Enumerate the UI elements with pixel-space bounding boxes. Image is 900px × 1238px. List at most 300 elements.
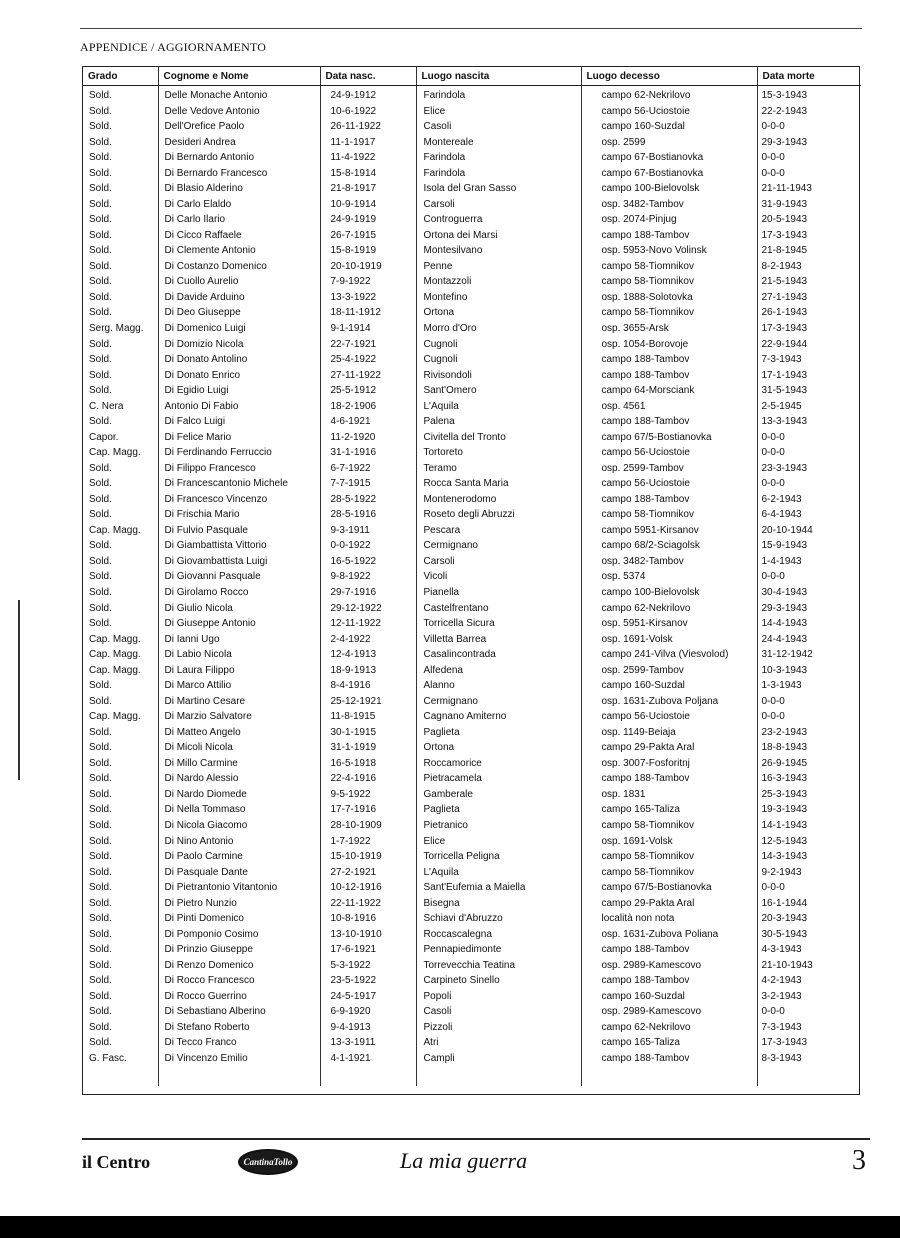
cell-data-morte: 20-10-1944 <box>761 524 813 536</box>
cell-luogo-decesso: campo 67-Bostianovka <box>581 150 757 166</box>
cell-luogo-decesso: campo 62-Nekrilovo <box>581 1020 757 1036</box>
table-row <box>83 414 861 430</box>
cell-luogo-decesso: osp. 5951-Kirsanov <box>581 616 757 632</box>
table-row <box>83 554 861 570</box>
cell-luogo-decesso: campo 241-Vilva (Viesvolod) <box>581 647 757 663</box>
cell-grado: Sold. <box>83 849 158 865</box>
cell-data-nasc: 7-9-1922 <box>320 274 416 290</box>
cell-grado: C. Nera <box>83 399 158 415</box>
cell-luogo-decesso: osp. 2599-Tambov <box>581 461 757 477</box>
cell-grado: Sold. <box>83 476 158 492</box>
cell-luogo-decesso: osp. 1054-Borovoje <box>581 337 757 353</box>
cell-luogo-nascita: Atri <box>416 1035 581 1051</box>
cell-luogo-nascita: Farindola <box>416 166 581 182</box>
cell-data-morte: 14-1-1943 <box>761 819 808 831</box>
cell-data-nasc: 27-2-1921 <box>320 865 416 881</box>
cell-luogo-nascita: Ortona <box>416 305 581 321</box>
table-row <box>83 601 861 617</box>
cell-grado: Sold. <box>83 880 158 896</box>
cell-luogo-nascita: Montazzoli <box>416 274 581 290</box>
table-row <box>83 834 861 850</box>
cell-data-nasc: 23-5-1922 <box>320 973 416 989</box>
cell-luogo-nascita: Pietracamela <box>416 771 581 787</box>
cell-nome: Desideri Andrea <box>158 135 320 151</box>
table-row <box>83 585 861 601</box>
cell-nome: Di Marco Attilio <box>158 678 320 694</box>
cell-grado: Cap. Magg. <box>83 632 158 648</box>
cell-data-nasc: 15-8-1919 <box>320 243 416 259</box>
cell-data-nasc: 5-3-1922 <box>320 958 416 974</box>
cell-grado: Cap. Magg. <box>83 523 158 539</box>
table-row <box>83 274 861 290</box>
cell-grado: Sold. <box>83 865 158 881</box>
cell-luogo-decesso: campo 188-Tambov <box>581 1051 757 1067</box>
table-row <box>83 1035 861 1051</box>
cell-luogo-decesso: osp. 2989-Kamescovo <box>581 958 757 974</box>
cell-nome: Di Millo Carmine <box>158 756 320 772</box>
cell-luogo-nascita: Vicoli <box>416 569 581 585</box>
cell-luogo-nascita: Elice <box>416 834 581 850</box>
cell-nome: Di Blasio Alderino <box>158 181 320 197</box>
cell-data-morte: 18-8-1943 <box>761 742 808 754</box>
cell-luogo-nascita: Teramo <box>416 461 581 477</box>
table-row <box>83 1004 861 1020</box>
cell-luogo-nascita: Roseto degli Abruzzi <box>416 507 581 523</box>
cell-data-morte: 0-0-0 <box>761 695 785 707</box>
cell-nome: Di Nino Antonio <box>158 834 320 850</box>
cell-luogo-nascita: Rivisondoli <box>416 368 581 384</box>
cell-data-morte: 0-0-0 <box>761 882 785 894</box>
cell-data-morte: 0-0-0 <box>761 478 785 490</box>
cell-nome: Di Giambattista Vittorio <box>158 538 320 554</box>
table-row <box>83 616 861 632</box>
cell-grado: Sold. <box>83 305 158 321</box>
cell-nome: Di Giovambattista Luigi <box>158 554 320 570</box>
cell-data-morte: 23-3-1943 <box>761 462 808 474</box>
empty-cell <box>320 1066 416 1086</box>
table-row <box>83 492 861 508</box>
cell-grado: Serg. Magg. <box>83 321 158 337</box>
table-row <box>83 383 861 399</box>
cell-nome: Di Sebastiano Alberino <box>158 1004 320 1020</box>
table-row <box>83 430 861 446</box>
cell-data-morte: 23-2-1943 <box>761 726 808 738</box>
header-luogo-nascita: Luogo nascita <box>416 67 581 86</box>
table-row <box>83 771 861 787</box>
cell-luogo-decesso: campo 188-Tambov <box>581 492 757 508</box>
cell-luogo-nascita: Morro d'Oro <box>416 321 581 337</box>
cell-grado: Sold. <box>83 834 158 850</box>
sponsor-logo <box>238 1149 298 1175</box>
cell-nome: Di Matteo Angelo <box>158 725 320 741</box>
cell-luogo-nascita: Cermignano <box>416 538 581 554</box>
cell-grado: Capor. <box>83 430 158 446</box>
cell-data-morte: 0-0-0 <box>761 152 785 164</box>
cell-data-nasc: 31-1-1916 <box>320 445 416 461</box>
cell-luogo-decesso: campo 67/5-Bostianovka <box>581 430 757 446</box>
cell-grado: Sold. <box>83 181 158 197</box>
cell-data-morte: 7-3-1943 <box>761 1021 802 1033</box>
cell-grado: Sold. <box>83 212 158 228</box>
table-body <box>83 86 861 1087</box>
cell-data-morte: 17-3-1943 <box>761 322 808 334</box>
cell-data-morte: 31-12-1942 <box>761 649 813 661</box>
cell-grado: Sold. <box>83 507 158 523</box>
cell-luogo-decesso: campo 56-Uciostoie <box>581 476 757 492</box>
table-row <box>83 368 861 384</box>
cell-luogo-nascita: Bisegna <box>416 896 581 912</box>
cell-grado: Cap. Magg. <box>83 709 158 725</box>
table-row <box>83 756 861 772</box>
publication-title: La mia guerra <box>400 1148 528 1173</box>
cell-luogo-nascita: Cugnoli <box>416 337 581 353</box>
cell-luogo-decesso: campo 100-Bielovolsk <box>581 585 757 601</box>
cell-luogo-decesso: campo 58-Tiomnikov <box>581 259 757 275</box>
cell-nome: Di Prinzio Giuseppe <box>158 942 320 958</box>
cell-data-morte: 27-1-1943 <box>761 291 808 303</box>
cell-data-morte: 30-4-1943 <box>761 587 808 598</box>
cell-nome: Antonio Di Fabio <box>158 399 320 415</box>
cell-nome: Di Pietrantonio Vitantonio <box>158 880 320 896</box>
cell-nome: Di Pinti Domenico <box>158 911 320 927</box>
cell-luogo-nascita: Villetta Barrea <box>416 632 581 648</box>
table-row <box>83 1020 861 1036</box>
table-row <box>83 678 861 694</box>
cell-nome: Di Francescantonio Michele <box>158 476 320 492</box>
cell-luogo-nascita: Pianella <box>416 585 581 601</box>
header-grado: Grado <box>83 67 158 86</box>
table-row <box>83 725 861 741</box>
cell-data-morte: 1-3-1943 <box>761 680 802 692</box>
cell-data-morte: 0-0-0 <box>761 167 785 179</box>
cell-luogo-decesso: campo 68/2-Sciagolsk <box>581 538 757 554</box>
cell-nome: Di Carlo Elaldo <box>158 197 320 213</box>
cell-nome: Di Giulio Nicola <box>158 601 320 617</box>
table-row <box>83 212 861 228</box>
cell-nome: Di Ferdinando Ferruccio <box>158 445 320 461</box>
cell-nome: Di Micoli Nicola <box>158 740 320 756</box>
table-row <box>83 818 861 834</box>
cell-grado: Sold. <box>83 756 158 772</box>
table-row <box>83 647 861 663</box>
cell-nome: Di Pasquale Dante <box>158 865 320 881</box>
cell-luogo-decesso: campo 58-Tiomnikov <box>581 507 757 523</box>
table-row <box>83 86 861 104</box>
cell-nome: Di Bernardo Francesco <box>158 166 320 182</box>
cell-data-morte: 30-5-1943 <box>761 928 808 940</box>
cell-luogo-decesso: località non nota <box>581 911 757 927</box>
table-row <box>83 740 861 756</box>
cell-data-nasc: 17-7-1916 <box>320 802 416 818</box>
margin-mark <box>18 600 20 780</box>
table-row <box>83 958 861 974</box>
cell-luogo-nascita: Farindola <box>416 86 581 104</box>
cell-data-nasc: 18-9-1913 <box>320 663 416 679</box>
table-row <box>83 321 861 337</box>
cell-data-nasc: 13-3-1922 <box>320 290 416 306</box>
cell-data-nasc: 15-8-1914 <box>320 166 416 182</box>
table-row <box>83 1051 861 1067</box>
cell-luogo-decesso: campo 58-Tiomnikov <box>581 818 757 834</box>
cell-data-nasc: 10-9-1914 <box>320 197 416 213</box>
cell-data-nasc: 11-2-1920 <box>320 430 416 446</box>
cell-data-nasc: 22-11-1922 <box>320 896 416 912</box>
cell-data-morte: 31-5-1943 <box>761 385 808 397</box>
cell-grado: Sold. <box>83 492 158 508</box>
cell-luogo-decesso: campo 188-Tambov <box>581 228 757 244</box>
cell-nome: Di Costanzo Domenico <box>158 259 320 275</box>
cell-luogo-decesso: campo 5951-Kirsanov <box>581 523 757 539</box>
header-rule <box>80 28 862 29</box>
cell-grado: Sold. <box>83 585 158 601</box>
cell-luogo-nascita: Ortona <box>416 740 581 756</box>
cell-nome: Di Pietro Nunzio <box>158 896 320 912</box>
cell-data-nasc: 4-6-1921 <box>320 414 416 430</box>
cell-data-morte: 24-4-1943 <box>761 633 808 645</box>
cell-luogo-decesso: campo 67-Bostianovka <box>581 166 757 182</box>
cell-luogo-decesso: osp. 1691-Volsk <box>581 834 757 850</box>
cell-nome: Di Domizio Nicola <box>158 337 320 353</box>
cell-luogo-nascita: Roccascalegna <box>416 927 581 943</box>
cell-grado: Sold. <box>83 927 158 943</box>
cell-data-morte: 21-5-1943 <box>761 276 808 288</box>
cell-data-morte: 0-0-0 <box>761 711 785 723</box>
table-row <box>83 461 861 477</box>
cell-nome: Di Felice Mario <box>158 430 320 446</box>
header-luogo-decesso: Luogo decesso <box>581 67 757 86</box>
table-row <box>83 507 861 523</box>
cell-data-nasc: 15-10-1919 <box>320 849 416 865</box>
cell-data-nasc: 30-1-1915 <box>320 725 416 741</box>
table-row <box>83 352 861 368</box>
table-row <box>83 663 861 679</box>
cell-grado: Sold. <box>83 337 158 353</box>
cell-grado: Sold. <box>83 197 158 213</box>
table-row <box>83 709 861 725</box>
cell-grado: Sold. <box>83 787 158 803</box>
cell-grado: Sold. <box>83 725 158 741</box>
cell-data-nasc: 31-1-1919 <box>320 740 416 756</box>
cell-data-morte: 25-3-1943 <box>761 788 808 800</box>
cell-data-nasc: 25-5-1912 <box>320 383 416 399</box>
cell-nome: Di Nardo Alessio <box>158 771 320 787</box>
cell-luogo-decesso: campo 165-Taliza <box>581 802 757 818</box>
cell-luogo-nascita: Casalincontrada <box>416 647 581 663</box>
cell-grado: Sold. <box>83 1035 158 1051</box>
cell-luogo-decesso: osp. 5953-Novo Volinsk <box>581 243 757 259</box>
cell-grado: Cap. Magg. <box>83 647 158 663</box>
table-row <box>83 880 861 896</box>
cell-data-morte: 0-0-0 <box>761 1006 785 1018</box>
cell-nome: Di Labio Nicola <box>158 647 320 663</box>
cell-data-morte: 17-3-1943 <box>761 1037 808 1049</box>
cell-data-morte: 21-8-1945 <box>761 245 808 257</box>
sponsor-logo-text: CantinaTollo <box>243 1157 293 1167</box>
cell-data-morte: 13-3-1943 <box>761 416 808 428</box>
cell-data-nasc: 6-7-1922 <box>320 461 416 477</box>
cell-nome: Di Falco Luigi <box>158 414 320 430</box>
cell-data-nasc: 22-4-1916 <box>320 771 416 787</box>
cell-grado: Sold. <box>83 104 158 120</box>
cell-data-nasc: 28-5-1916 <box>320 507 416 523</box>
cell-luogo-nascita: Cermignano <box>416 694 581 710</box>
table-row <box>83 290 861 306</box>
cell-luogo-nascita: Gamberale <box>416 787 581 803</box>
cell-luogo-decesso: campo 56-Uciostoie <box>581 445 757 461</box>
cell-luogo-nascita: Pennapiedimonte <box>416 942 581 958</box>
cell-luogo-decesso: campo 64-Morsciank <box>581 383 757 399</box>
cell-data-morte: 31-9-1943 <box>761 198 808 210</box>
cell-data-nasc: 25-12-1921 <box>320 694 416 710</box>
cell-luogo-nascita: Pietranico <box>416 818 581 834</box>
cell-luogo-decesso: osp. 2599 <box>581 135 757 151</box>
cell-nome: Di Giovanni Pasquale <box>158 569 320 585</box>
cell-luogo-nascita: Tortoreto <box>416 445 581 461</box>
cell-data-morte: 15-3-1943 <box>761 90 808 101</box>
cell-data-nasc: 8-4-1916 <box>320 678 416 694</box>
cell-grado: Sold. <box>83 911 158 927</box>
cell-nome: Di Martino Cesare <box>158 694 320 710</box>
cell-grado: G. Fasc. <box>83 1051 158 1067</box>
cell-luogo-nascita: Torricella Sicura <box>416 616 581 632</box>
cell-grado: Sold. <box>83 678 158 694</box>
cell-grado: Sold. <box>83 166 158 182</box>
cell-data-nasc: 4-1-1921 <box>320 1051 416 1067</box>
cell-nome: Di Frischia Mario <box>158 507 320 523</box>
cell-grado: Sold. <box>83 942 158 958</box>
cell-grado: Sold. <box>83 414 158 430</box>
cell-nome: Di Donato Antolino <box>158 352 320 368</box>
cell-data-morte: 29-3-1943 <box>761 602 808 614</box>
cell-luogo-decesso: campo 29-Pakta Aral <box>581 896 757 912</box>
cell-grado: Sold. <box>83 973 158 989</box>
cell-luogo-decesso: campo 188-Tambov <box>581 352 757 368</box>
cell-nome: Delle Vedove Antonio <box>158 104 320 120</box>
cell-grado: Sold. <box>83 896 158 912</box>
cell-nome: Di Giuseppe Antonio <box>158 616 320 632</box>
cell-data-nasc: 25-4-1922 <box>320 352 416 368</box>
cell-luogo-decesso: campo 56-Uciostoie <box>581 104 757 120</box>
cell-data-morte: 21-11-1943 <box>761 183 812 195</box>
cell-luogo-decesso: osp. 2599-Tambov <box>581 663 757 679</box>
cell-grado: Sold. <box>83 1020 158 1036</box>
cell-nome: Di Cicco Raffaele <box>158 228 320 244</box>
cell-luogo-nascita: Penne <box>416 259 581 275</box>
cell-grado: Sold. <box>83 290 158 306</box>
cell-luogo-decesso: osp. 3482-Tambov <box>581 554 757 570</box>
table-row <box>83 197 861 213</box>
cell-data-nasc: 26-7-1915 <box>320 228 416 244</box>
cell-nome: Di Vincenzo Emilio <box>158 1051 320 1067</box>
cell-data-morte: 0-0-0 <box>761 447 785 459</box>
cell-luogo-decesso: campo 188-Tambov <box>581 973 757 989</box>
cell-data-nasc: 18-2-1906 <box>320 399 416 415</box>
cell-data-nasc: 9-5-1922 <box>320 787 416 803</box>
table-header-row <box>83 67 861 86</box>
cell-data-morte: 4-2-1943 <box>761 975 802 987</box>
cell-data-morte: 12-5-1943 <box>761 835 808 847</box>
cell-luogo-decesso: osp. 3655-Arsk <box>581 321 757 337</box>
table-row <box>83 166 861 182</box>
cell-grado: Sold. <box>83 461 158 477</box>
cell-luogo-nascita: Montenerodomo <box>416 492 581 508</box>
cell-nome: Di Cuollo Aurelio <box>158 274 320 290</box>
cell-data-nasc: 10-6-1922 <box>320 104 416 120</box>
cell-data-nasc: 12-11-1922 <box>320 616 416 632</box>
cell-grado: Sold. <box>83 86 158 104</box>
cell-data-morte: 3-2-1943 <box>761 990 802 1002</box>
table-row <box>83 259 861 275</box>
cell-luogo-decesso: osp. 1888-Solotovka <box>581 290 757 306</box>
bottom-scan-band <box>0 1216 900 1238</box>
cell-data-nasc: 16-5-1922 <box>320 554 416 570</box>
header-data-nasc: Data nasc. <box>320 67 416 86</box>
cell-luogo-decesso: osp. 1631-Zubova Poliana <box>581 927 757 943</box>
table-row <box>83 119 861 135</box>
cell-luogo-nascita: Campli <box>416 1051 581 1067</box>
cell-luogo-nascita: Controguerra <box>416 212 581 228</box>
cell-luogo-nascita: L'Aquila <box>416 865 581 881</box>
cell-nome: Di Rocco Francesco <box>158 973 320 989</box>
table-row <box>83 150 861 166</box>
cell-grado: Cap. Magg. <box>83 445 158 461</box>
cell-nome: Di Clemente Antonio <box>158 243 320 259</box>
cell-nome: Di Girolamo Rocco <box>158 585 320 601</box>
cell-luogo-nascita: Popoli <box>416 989 581 1005</box>
cell-nome: Di Nicola Giacomo <box>158 818 320 834</box>
cell-luogo-decesso: campo 58-Tiomnikov <box>581 305 757 321</box>
page-number: 3 <box>852 1145 866 1176</box>
cell-data-nasc: 22-7-1921 <box>320 337 416 353</box>
cell-data-morte: 19-3-1943 <box>761 804 808 816</box>
table-row <box>83 849 861 865</box>
cell-luogo-nascita: Casoli <box>416 119 581 135</box>
cell-nome: Di Renzo Domenico <box>158 958 320 974</box>
cell-grado: Sold. <box>83 243 158 259</box>
cell-luogo-nascita: Civitella del Tronto <box>416 430 581 446</box>
cell-nome: Di Paolo Carmine <box>158 849 320 865</box>
cell-grado: Sold. <box>83 259 158 275</box>
cell-data-morte: 7-3-1943 <box>761 354 802 366</box>
cell-data-nasc: 24-9-1912 <box>320 86 416 104</box>
cell-data-morte: 21-10-1943 <box>761 959 813 971</box>
cell-luogo-nascita: Elice <box>416 104 581 120</box>
cell-data-morte: 16-3-1943 <box>761 773 808 785</box>
cell-luogo-decesso: campo 188-Tambov <box>581 414 757 430</box>
table-empty-row <box>83 1066 861 1086</box>
cell-luogo-decesso: campo 165-Taliza <box>581 1035 757 1051</box>
cell-data-nasc: 11-8-1915 <box>320 709 416 725</box>
cell-nome: Di Rocco Guerrino <box>158 989 320 1005</box>
table-row <box>83 538 861 554</box>
cell-data-nasc: 9-8-1922 <box>320 569 416 585</box>
cell-luogo-decesso: campo 67/5-Bostianovka <box>581 880 757 896</box>
cell-nome: Di Davide Arduino <box>158 290 320 306</box>
cell-luogo-nascita: Casoli <box>416 1004 581 1020</box>
cell-luogo-decesso: campo 62-Nekrilovo <box>581 86 757 104</box>
cell-data-nasc: 18-11-1912 <box>320 305 416 321</box>
empty-cell <box>83 1066 158 1086</box>
cell-luogo-nascita: Roccamorice <box>416 756 581 772</box>
cell-luogo-decesso: campo 160-Suzdal <box>581 119 757 135</box>
cell-luogo-nascita: Paglieta <box>416 802 581 818</box>
cell-grado: Sold. <box>83 228 158 244</box>
cell-luogo-nascita: Isola del Gran Sasso <box>416 181 581 197</box>
cell-data-morte: 29-3-1943 <box>761 136 808 148</box>
cell-luogo-decesso: campo 58-Tiomnikov <box>581 849 757 865</box>
cell-luogo-nascita: Cagnano Amiterno <box>416 709 581 725</box>
cell-luogo-nascita: Carsoli <box>416 554 581 570</box>
